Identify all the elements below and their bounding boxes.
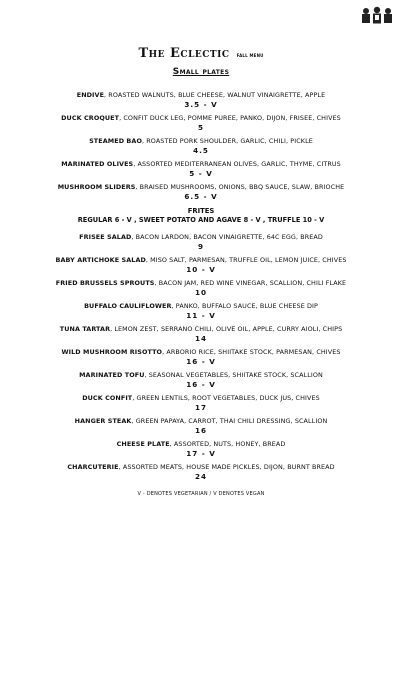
menu-item-ingredients: , ASSORTED MEDITERRANEAN OLIVES, GARLIC, THYME, CITRUS — [133, 160, 341, 168]
menu-item — [21, 114, 381, 132]
menu-item-description — [21, 114, 381, 123]
menu-item-description — [21, 256, 381, 265]
menu-item-description — [21, 371, 381, 380]
menu-item-name: STEAMED BAO — [89, 137, 142, 145]
menu-item-ingredients: , ROASTED PORK SHOULDER, GARLIC, CHILI, PICKLE — [142, 137, 313, 145]
menu-item-name: FRISEE SALAD — [79, 233, 132, 241]
menu-item-description — [21, 302, 381, 311]
menu-item-ingredients: , LEMON ZEST, SERRANO CHILI, OLIVE OIL, APPLE, CURRY AIOLI, CHIPS — [110, 325, 343, 333]
menu-item-description — [21, 394, 381, 403]
diet-footnote: V - DENOTES VEGETARIAN / V DENOTES VEGAN — [137, 491, 265, 497]
menu-item-price: 17 — [194, 403, 207, 412]
menu-item-description — [21, 160, 381, 169]
menu-item-price: 16 — [194, 426, 207, 435]
menu-item-ingredients: , GREEN PAPAYA, CARROT, THAI CHILI DRESSING, SCALLION — [131, 417, 328, 425]
menu-item-name: DUCK CROQUET — [61, 114, 120, 122]
menu-item-name: BUFFALO CAULIFLOWER — [84, 302, 172, 310]
menu-item-ingredients: , SEASONAL VEGETABLES, SHIITAKE STOCK, SCALLION — [144, 371, 323, 379]
menu-item-name: WILD MUSHROOM RISOTTO — [61, 348, 163, 356]
menu-item-name: TUNA TARTAR — [59, 325, 111, 333]
menu-item-ingredients: , PANKO, BUFFALO SAUCE, BLUE CHEESE DIP — [171, 302, 318, 310]
menu-item-price: 16 - V — [186, 357, 216, 366]
menu-item — [21, 417, 381, 435]
menu-item-price: 16 - V — [186, 380, 216, 389]
menu-item-description — [21, 91, 381, 100]
menu-item-name: DUCK CONFIT — [82, 394, 133, 402]
menu-item — [21, 394, 381, 412]
menu-item — [21, 183, 381, 201]
chefs-logo-icon — [360, 6, 394, 24]
menu-subtitle: FALL MENU — [236, 53, 264, 58]
menu-item-name: MUSHROOM SLIDERS — [57, 183, 136, 191]
menu-item — [21, 440, 381, 458]
menu-item-name: FRIED BRUSSELS SPROUTS — [55, 279, 155, 287]
menu-item — [21, 348, 381, 366]
menu-item-name: BABY ARTICHOKE SALAD — [55, 256, 146, 264]
menu-item-name: HANGER STEAK — [74, 417, 132, 425]
menu-list-top — [0, 91, 402, 201]
menu-item-price: 14 — [194, 334, 207, 343]
menu-item — [21, 91, 381, 109]
menu-item-price: 5 - V — [189, 169, 213, 178]
menu-item-name: MARINATED TOFU — [79, 371, 145, 379]
menu-item-price: 17 - V — [186, 449, 216, 458]
menu-header — [0, 42, 402, 61]
menu-item-price: 6.5 - V — [184, 192, 218, 201]
menu-item — [21, 137, 381, 155]
menu-item-description — [21, 325, 381, 334]
menu-item-description — [21, 348, 381, 357]
section-heading: Small plates — [172, 67, 230, 77]
menu-item-price: 4.5 — [193, 146, 209, 155]
menu-item-description — [21, 440, 381, 449]
menu-list-bottom — [0, 233, 402, 481]
menu-item — [21, 233, 381, 251]
menu-item-name: CHARCUTERIE — [67, 463, 119, 471]
menu-item-price: 11 - V — [186, 311, 216, 320]
menu-item — [21, 279, 381, 297]
menu-item-description — [21, 463, 381, 472]
menu-item-ingredients: , ROASTED WALNUTS, BLUE CHEESE, WALNUT VINAIGRETTE, APPLE — [104, 91, 326, 99]
menu-item-ingredients: , ASSORTED, NUTS, HONEY, BREAD — [169, 440, 286, 448]
menu-item — [21, 463, 381, 481]
menu-item-ingredients: , BACON LARDON, BACON VINAIGRETTE, 64C EGG, BREAD — [131, 233, 323, 241]
frites-options: REGULAR 6 - V , SWEET POTATO AND AGAVE 8 - V , TRUFFLE 10 - V — [77, 216, 325, 224]
menu-item-price: 24 — [194, 472, 207, 481]
menu-item — [21, 371, 381, 389]
menu-item-name: MARINATED OLIVES — [61, 160, 134, 168]
menu-item-ingredients: , MISO SALT, PARMESAN, TRUFFLE OIL, LEMON JUICE, CHIVES — [145, 256, 347, 264]
frites-heading: FRITES — [187, 207, 215, 215]
menu-item-description — [21, 233, 381, 242]
menu-item-ingredients: , CONFIT DUCK LEG, POMME PUREE, PANKO, DIJON, FRISEE, CHIVES — [119, 114, 341, 122]
menu-item-ingredients: , ASSORTED MEATS, HOUSE MADE PICKLES, DIJON, BURNT BREAD — [118, 463, 335, 471]
menu-item-name: ENDIVE — [76, 91, 105, 99]
menu-item-description — [21, 137, 381, 146]
menu-item-ingredients: , ARBORIO RICE, SHIITAKE STOCK, PARMESAN, CHIVES — [162, 348, 341, 356]
menu-item-description — [21, 279, 381, 288]
restaurant-title: The Eclectic — [138, 46, 230, 61]
menu-item-price: 5 — [197, 123, 204, 132]
menu-item-ingredients: , GREEN LENTILS, ROOT VEGETABLES, DUCK JUS, CHIVES — [132, 394, 320, 402]
menu-item — [21, 325, 381, 343]
menu-item-ingredients: , BRAISED MUSHROOMS, ONIONS, BBQ SAUCE, SLAW, BRIOCHE — [135, 183, 345, 191]
menu-item-price: 3.5 - V — [184, 100, 218, 109]
menu-item — [21, 160, 381, 178]
menu-item — [21, 256, 381, 274]
menu-item-description — [21, 183, 381, 192]
menu-item — [21, 302, 381, 320]
menu-item-name: CHEESE PLATE — [116, 440, 170, 448]
menu-item-price: 9 — [197, 242, 204, 251]
menu-item-price: 10 — [194, 288, 207, 297]
menu-item-description — [21, 417, 381, 426]
menu-page — [0, 42, 402, 497]
menu-item-price: 10 - V — [186, 265, 216, 274]
menu-item-ingredients: , BACON JAM, RED WINE VINEGAR, SCALLION, CHILI FLAKE — [154, 279, 347, 287]
